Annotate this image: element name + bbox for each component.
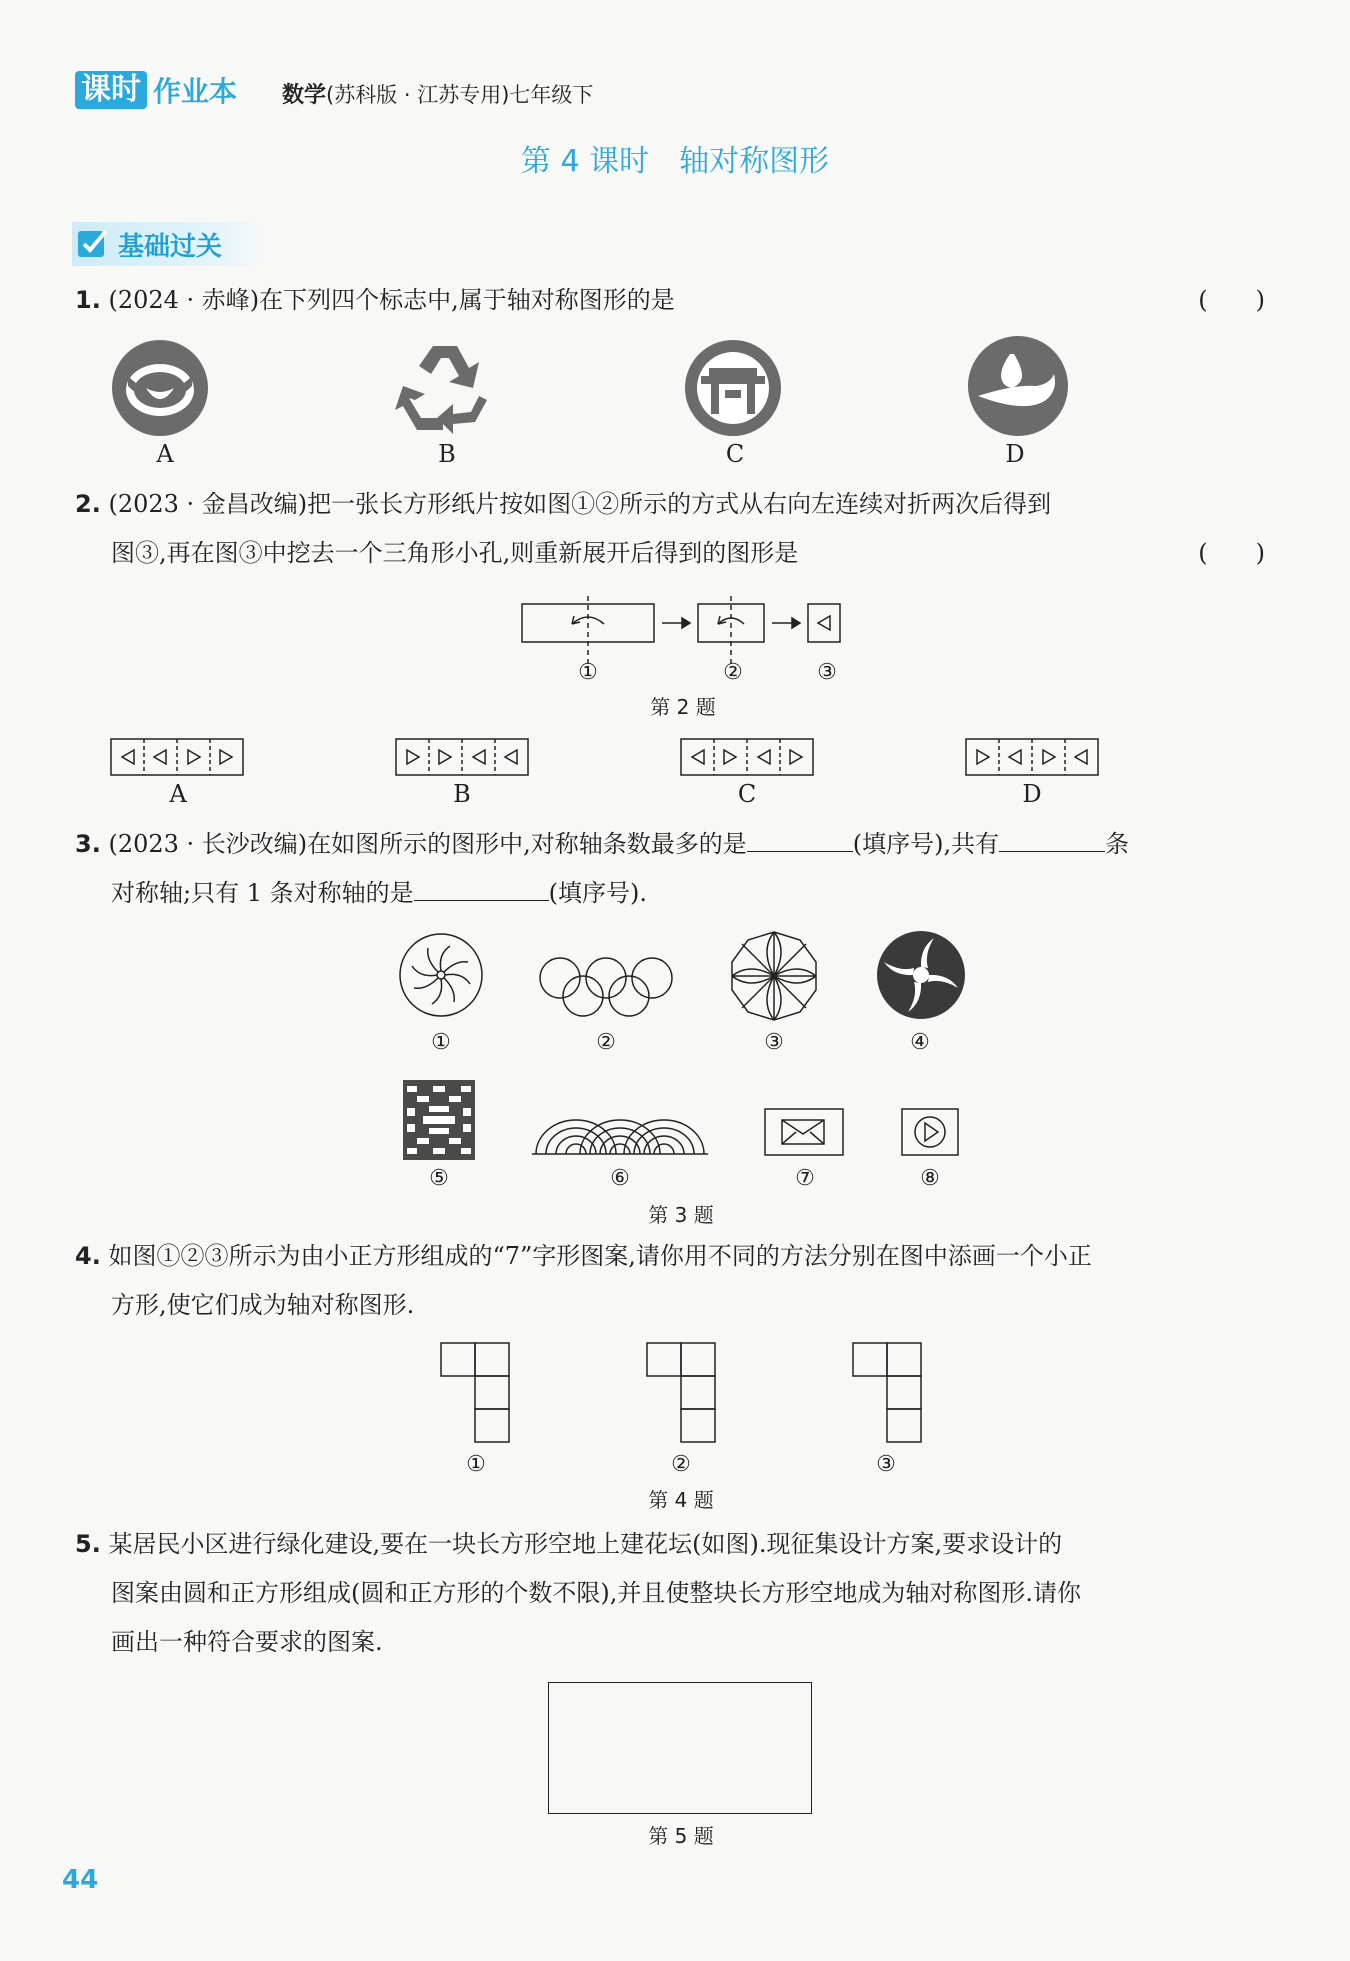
option-d-label: D <box>1005 440 1025 468</box>
figure-label: ④ <box>910 1030 930 1055</box>
edition: (苏科版 · 江苏专用)七年级下 <box>326 83 594 107</box>
figure-label: ③ <box>876 1452 896 1477</box>
question-text: (填序号),共有 <box>852 830 1000 858</box>
question-text-line1: 某居民小区进行绿化建设,要在一块长方形空地上建花坛(如图).现征集设计方案,要求设计的 <box>108 1530 1063 1558</box>
option-b-figure <box>395 738 529 778</box>
question-number: 5. <box>75 1530 101 1558</box>
question-text-line1: 如图①②③所示为由小正方形组成的“7”字形图案,请你用不同的方法分别在图中添画一个小正 <box>108 1242 1092 1270</box>
book-name: 作业本 <box>153 75 238 108</box>
logo-c-icon <box>683 338 783 438</box>
question-number: 1. <box>75 286 101 314</box>
option-c-label: C <box>725 440 745 468</box>
option-a-label: A <box>169 780 187 808</box>
figure-label: ③ <box>817 660 837 685</box>
section-label: 基础过关 <box>118 231 223 262</box>
question-text-line3: 画出一种符合要求的图案. <box>111 1628 383 1656</box>
answer-blank-1[interactable] <box>747 825 853 852</box>
question-text-line2: 图案由圆和正方形组成(圆和正方形的个数不限),并且使整块长方形空地成为轴对称图形.请你 <box>111 1579 1081 1607</box>
question-2 <box>75 480 1265 578</box>
figure-label: ① <box>466 1452 486 1477</box>
answer-blank-2[interactable] <box>999 825 1105 852</box>
figure-caption: 第 3 题 <box>648 1203 714 1227</box>
figure-label: ② <box>723 660 743 685</box>
answer-paren: ( ) <box>1198 539 1265 567</box>
seven-grid-2-figure <box>646 1342 716 1444</box>
option-a-label: A <box>156 440 174 468</box>
question-text-line2: 方形,使它们成为轴对称图形. <box>111 1291 415 1319</box>
logo-text: 课时 <box>75 71 147 109</box>
question-1 <box>75 276 1265 325</box>
option-a-figure <box>110 738 244 778</box>
lesson-title: 第 4 课时 轴对称图形 <box>520 144 830 179</box>
question-text: 对称轴;只有 1 条对称轴的是 <box>111 879 414 907</box>
rectangle-plot-area[interactable] <box>548 1682 812 1814</box>
question-text: (2023 · 长沙改编)在如图所示的图形中,对称轴条数最多的是 <box>108 830 747 858</box>
figure-caption: 第 5 题 <box>648 1824 714 1848</box>
figure-label: ① <box>578 660 598 685</box>
seven-grid-3-figure <box>852 1342 922 1444</box>
question-text: (2024 · 赤峰)在下列四个标志中,属于轴对称图形的是 <box>108 286 675 314</box>
question-text-line2: 图③,再在图③中挖去一个三角形小孔,则重新展开后得到的图形是 <box>111 539 799 567</box>
option-b-label: B <box>453 780 471 808</box>
figure-label: ① <box>431 1030 451 1055</box>
envelope-icon <box>764 1108 844 1156</box>
question-number: 4. <box>75 1242 101 1270</box>
figure-label: ② <box>596 1030 616 1055</box>
swirl-circle-figure <box>876 930 966 1020</box>
option-c-figure <box>680 738 814 778</box>
question-text: (填序号). <box>548 879 647 907</box>
question-number: 3. <box>75 830 101 858</box>
checkbox-icon <box>76 227 110 261</box>
figure-caption: 第 4 题 <box>648 1488 714 1512</box>
subject: 数学 <box>282 83 327 108</box>
question-text: 条 <box>1105 830 1130 858</box>
option-d-figure <box>965 738 1099 778</box>
logo-a-icon <box>110 338 210 438</box>
pinwheel-circle-figure <box>398 932 484 1018</box>
option-b-label: B <box>438 440 456 468</box>
play-button-icon <box>901 1108 959 1156</box>
figure-caption: 第 2 题 <box>650 695 716 719</box>
figure-label: ⑥ <box>610 1166 630 1191</box>
flower-octagon-figure <box>728 930 820 1022</box>
answer-blank-3[interactable] <box>414 874 549 901</box>
subject-line <box>282 78 593 109</box>
logo-d-icon <box>966 334 1070 438</box>
seven-grid-1-figure <box>440 1342 510 1444</box>
question-5 <box>75 1520 1265 1667</box>
olympic-rings-figure <box>538 958 674 1018</box>
question-text-line1: (2023 · 金昌改编)把一张长方形纸片按如图①②所示的方式从右向左连续对折两次后得到 <box>108 490 1052 518</box>
book-logo <box>75 70 237 110</box>
figure-label: ⑤ <box>429 1166 449 1191</box>
question-4 <box>75 1232 1265 1330</box>
answer-paren: ( ) <box>1198 286 1265 314</box>
option-c-label: C <box>737 780 757 808</box>
section-tag <box>72 222 262 266</box>
option-d-label: D <box>1022 780 1042 808</box>
figure-label: ③ <box>764 1030 784 1055</box>
question-3 <box>75 820 1265 918</box>
logo-b-recycle-icon <box>395 338 495 438</box>
figure-label: ⑧ <box>920 1166 940 1191</box>
figure-label: ⑦ <box>795 1166 815 1191</box>
arc-scallop-figure <box>532 1116 708 1156</box>
figure-label: ② <box>671 1452 691 1477</box>
question-number: 2. <box>75 490 101 518</box>
woven-pattern-figure <box>403 1080 475 1160</box>
page-number: 44 <box>62 1865 99 1895</box>
